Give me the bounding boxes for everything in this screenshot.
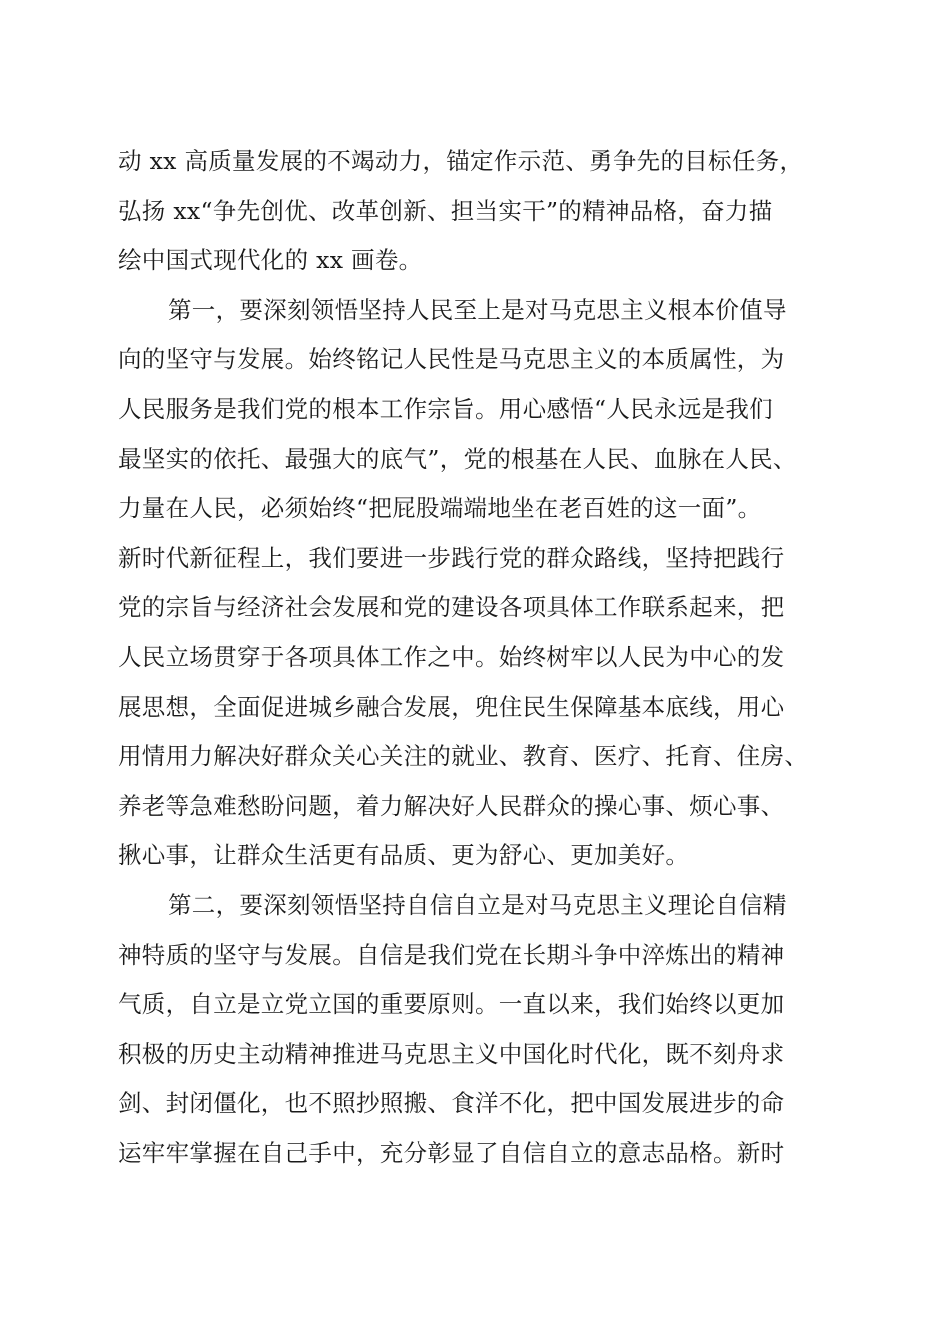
text-line: 人民服务是我们党的根本工作宗旨。用心感悟“人民永远是我们: [118, 394, 773, 423]
text-line: 展思想，全面促进城乡融合发展，兜住民生保障基本底线，用心: [118, 692, 785, 721]
text-line: 运牢牢掌握在自己手中，充分彰显了自信自立的意志品格。新时: [118, 1138, 785, 1167]
text-line: 最坚实的依托、最强大的底气”，党的根基在人民、血脉在人民、: [118, 444, 797, 473]
text-line: 揪心事，让群众生活更有品质、更为舒心、更加美好。: [118, 841, 690, 870]
text-line: 积极的历史主动精神推进马克思主义中国化时代化，既不刻舟求: [118, 1039, 785, 1068]
text-line: 新时代新征程上，我们要进一步践行党的群众路线，坚持把践行: [118, 543, 785, 572]
text-line: 神特质的坚守与发展。自信是我们党在长期斗争中淬炼出的精神: [118, 940, 785, 969]
text-line: 动 xx 高质量发展的不竭动力，锚定作示范、勇争先的目标任务，: [118, 147, 804, 175]
document-body: [118, 137, 834, 1178]
text-line: 党的宗旨与经济社会发展和党的建设各项具体工作联系起来，把: [118, 593, 785, 622]
text-line: 养老等急难愁盼问题，着力解决好人民群众的操心事、烦心事、: [118, 791, 785, 820]
text-line: 弘扬 xx“争先创优、改革创新、担当实干”的精神品格，奋力描: [118, 196, 773, 225]
text-line: 人民立场贯穿于各项具体工作之中。始终树牢以人民为中心的发: [118, 642, 785, 671]
text-line: 绘中国式现代化的 xx 画卷。: [118, 246, 423, 275]
text-line: 力量在人民，必须始终“把屁股端端地坐在老百姓的这一面”。: [118, 494, 762, 523]
paragraph-first-line: 第二，要深刻领悟坚持自信自立是对马克思主义理论自信精: [168, 890, 787, 919]
text-line: 向的坚守与发展。始终铭记人民性是马克思主义的本质属性，为: [118, 345, 785, 374]
paragraph-first-line: 第一，要深刻领悟坚持人民至上是对马克思主义根本价值导: [168, 295, 787, 324]
text-line: 剑、封闭僵化，也不照抄照搬、食洋不化，把中国发展进步的命: [118, 1089, 785, 1118]
text-line: 用情用力解决好群众关心关注的就业、教育、医疗、托育、住房、: [118, 742, 809, 771]
text-line: 气质，自立是立党立国的重要原则。一直以来，我们始终以更加: [118, 990, 785, 1019]
